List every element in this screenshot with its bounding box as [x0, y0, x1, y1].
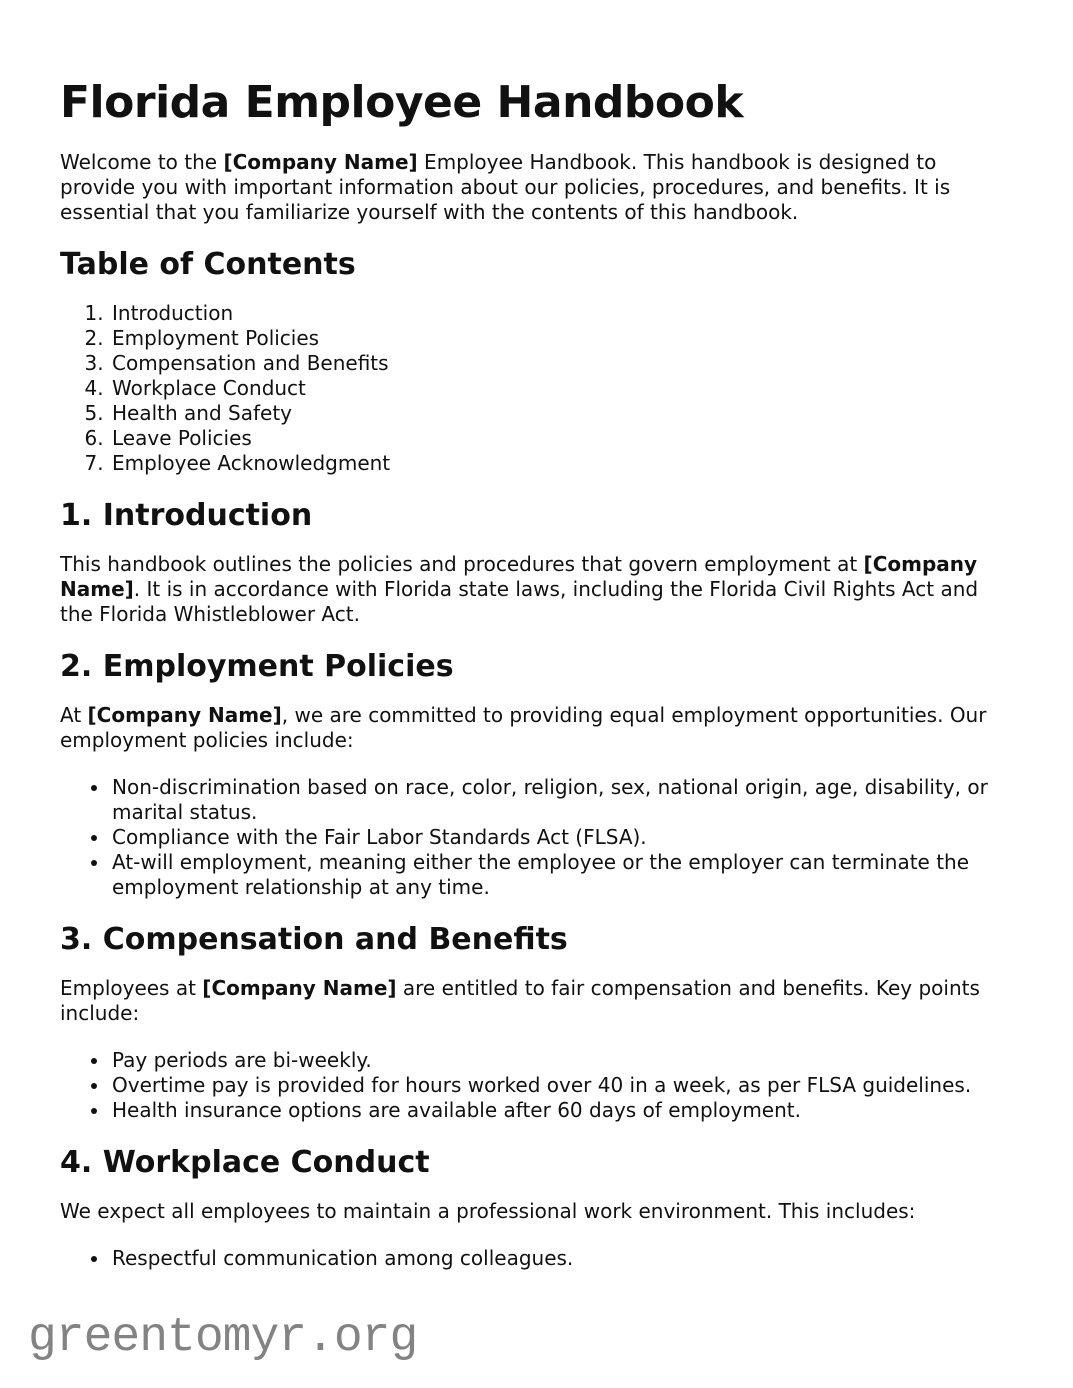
section-employment-policies	[60, 649, 1013, 900]
bullet-item: • Health insurance options are available after 60 days of employment.	[110, 1098, 1013, 1123]
toc-item-leave-policies: 6. Leave Policies	[110, 426, 1013, 451]
toc-item-employment-policies: 2. Employment Policies	[110, 326, 1013, 351]
bullet-item: • Pay periods are bi-weekly.	[110, 1048, 1013, 1073]
bullet-item: • Non-discrimination based on race, color, religion, sex, national origin, age, disability, or marital status.	[110, 775, 1013, 825]
toc-item-introduction: 1. Introduction	[110, 301, 1013, 326]
section-employment-policies-heading: 2. Employment Policies	[60, 649, 454, 684]
watermark: greentomyr.org	[28, 1311, 418, 1365]
bullet-item: • Respectful communication among colleagues.	[110, 1246, 1013, 1271]
employment-policies-bullet-list	[60, 775, 1013, 900]
section-workplace-conduct-heading: 4. Workplace Conduct	[60, 1145, 430, 1180]
section-workplace-conduct	[60, 1145, 1013, 1271]
intro-paragraph: Welcome to the [Company Name] Employee Handbook. This handbook is designed to provide you with important information about our policies, procedures, and benefits. It is essential that you familiarize yourself with the contents of this handbook.	[60, 150, 951, 224]
section-workplace-conduct-paragraph: We expect all employees to maintain a professional work environment. This includes:	[60, 1199, 916, 1223]
compensation-bullet-list	[60, 1048, 1013, 1123]
toc-heading: Table of Contents	[60, 247, 356, 282]
workplace-conduct-bullet-list	[60, 1246, 1013, 1271]
toc-item-health-and-safety: 5. Health and Safety	[110, 401, 1013, 426]
toc-item-workplace-conduct: 4. Workplace Conduct	[110, 376, 1013, 401]
bullet-item: • Compliance with the Fair Labor Standards Act (FLSA).	[110, 825, 1013, 850]
section-compensation-and-benefits-heading: 3. Compensation and Benefits	[60, 922, 568, 957]
page-title: Florida Employee Handbook	[60, 77, 744, 128]
toc-item-compensation-and-benefits: 3. Compensation and Benefits	[110, 351, 1013, 376]
toc-list	[60, 301, 1013, 476]
section-introduction	[60, 498, 1013, 627]
section-compensation-and-benefits-paragraph: Employees at [Company Name] are entitled to fair compensation and benefits. Key points include:	[60, 976, 980, 1025]
section-introduction-heading: 1. Introduction	[60, 498, 313, 533]
section-employment-policies-paragraph: At [Company Name], we are committed to providing equal employment opportunities. Our employment policies include:	[60, 703, 987, 752]
toc-item-employee-acknowledgment: 7. Employee Acknowledgment	[110, 451, 1013, 476]
section-compensation-and-benefits	[60, 922, 1013, 1123]
section-introduction-paragraph: This handbook outlines the policies and procedures that govern employment at [Company Name]. It is in accordance with Florida state laws, including the Florida Civil Rights Act and the Florida Whistleblower Act.	[60, 552, 979, 626]
bullet-item: • Overtime pay is provided for hours worked over 40 in a week, as per FLSA guidelines.	[110, 1073, 1013, 1098]
bullet-item: • At-will employment, meaning either the employee or the employer can terminate the employment relationship at any time.	[110, 850, 1013, 900]
